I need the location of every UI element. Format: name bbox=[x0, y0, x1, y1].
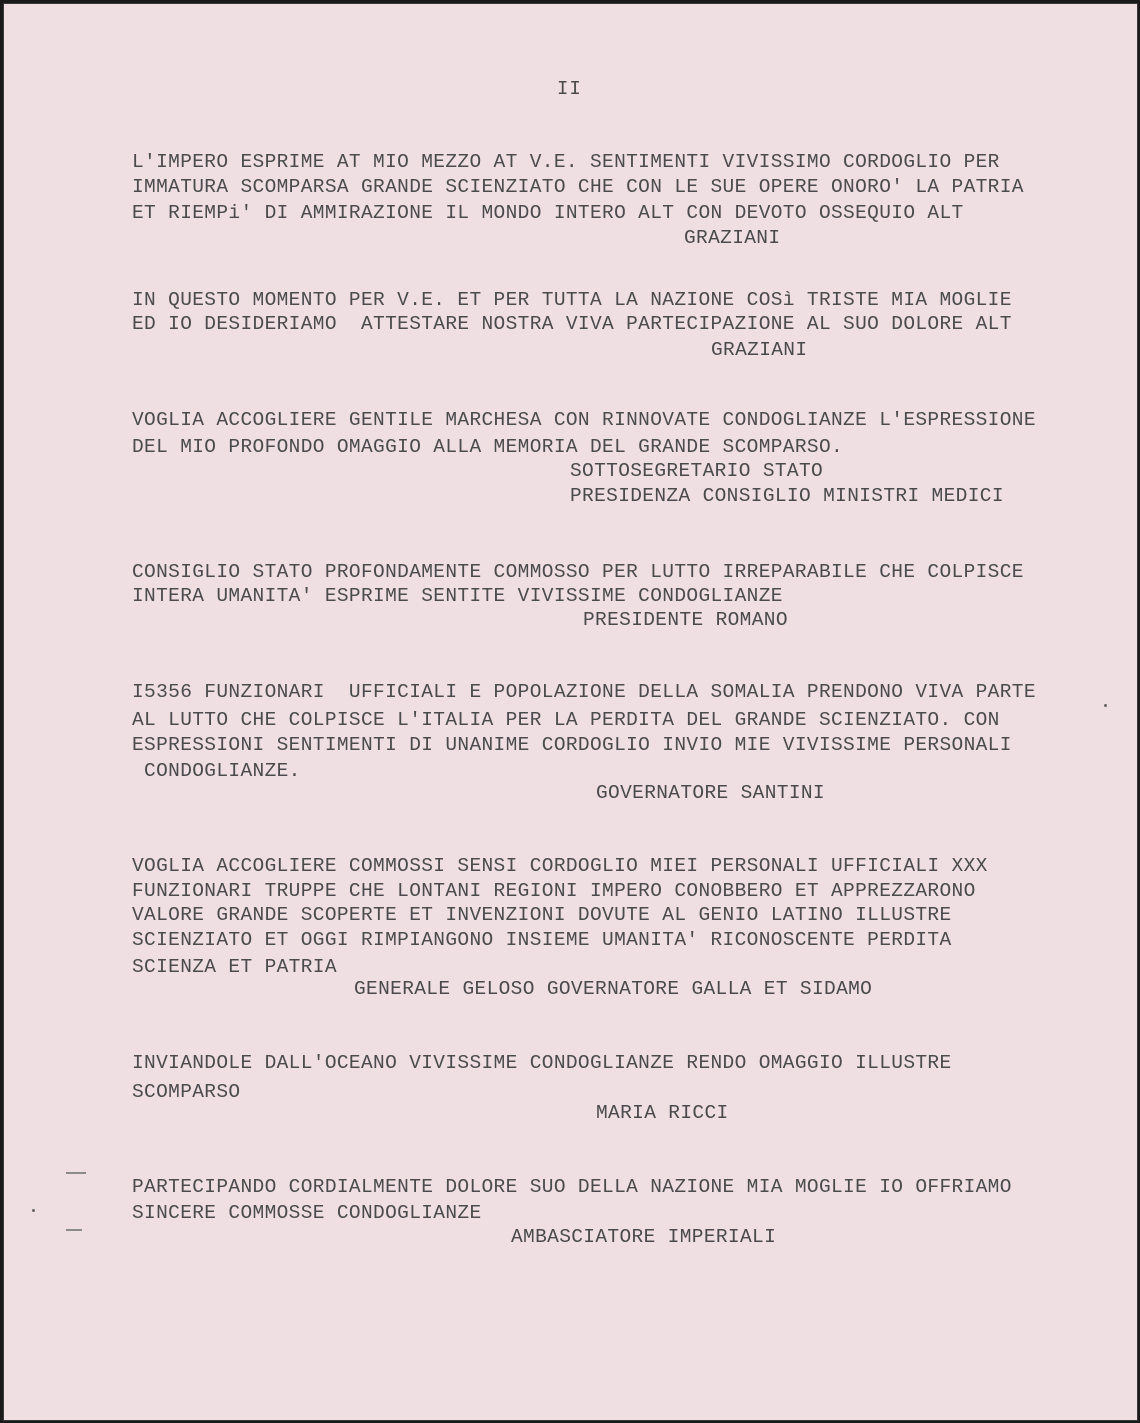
message-8-signature: AMBASCIATORE IMPERIALI bbox=[511, 1226, 777, 1248]
message-2-line-1: IN QUESTO MOMENTO PER V.E. ET PER TUTTA LA NAZIONE COSì TRISTE MIA MOGLIE bbox=[132, 289, 1012, 311]
message-5-line-2: AL LUTTO CHE COLPISCE L'ITALIA PER LA PERDITA DEL GRANDE SCIENZIATO. CON bbox=[132, 709, 1000, 731]
message-6-signature: GENERALE GELOSO GOVERNATORE GALLA ET SIDAMO bbox=[354, 978, 873, 1000]
page-number: II bbox=[557, 78, 582, 100]
message-5-line-3: ESPRESSIONI SENTIMENTI DI UNANIME CORDOGLIO INVIO MIE VIVISSIME PERSONALI bbox=[132, 734, 1012, 756]
message-6-line-1: VOGLIA ACCOGLIERE COMMOSSI SENSI CORDOGLIO MIEI PERSONALI UFFICIALI XXX bbox=[132, 855, 988, 877]
message-5-line-4: CONDOGLIANZE. bbox=[132, 760, 301, 782]
message-1-line-2: IMMATURA SCOMPARSA GRANDE SCIENZIATO CHE CON LE SUE OPERE ONORO' LA PATRIA bbox=[132, 176, 1024, 198]
document-page bbox=[3, 3, 1138, 1421]
message-4-line-1: CONSIGLIO STATO PROFONDAMENTE COMMOSSO PER LUTTO IRREPARABILE CHE COLPISCE bbox=[132, 561, 1024, 583]
message-4-signature: PRESIDENTE ROMANO bbox=[583, 609, 788, 631]
message-3-line-2: DEL MIO PROFONDO OMAGGIO ALLA MEMORIA DEL GRANDE SCOMPARSO. bbox=[132, 436, 844, 458]
message-5-line-1: I5356 FUNZIONARI UFFICIALI E POPOLAZIONE DELLA SOMALIA PRENDONO VIVA PARTE bbox=[132, 681, 1036, 703]
message-6-line-2: FUNZIONARI TRUPPE CHE LONTANI REGIONI IMPERO CONOBBERO ET APPREZZARONO bbox=[132, 880, 976, 902]
message-7-line-2: SCOMPARSO bbox=[132, 1081, 241, 1103]
message-5-signature: GOVERNATORE SANTINI bbox=[596, 782, 825, 804]
ink-speck bbox=[1104, 704, 1107, 707]
message-3-signature-line-2: PRESIDENZA CONSIGLIO MINISTRI MEDICI bbox=[570, 485, 1004, 507]
message-6-line-3: VALORE GRANDE SCOPERTE ET INVENZIONI DOVUTE AL GENIO LATINO ILLUSTRE bbox=[132, 904, 952, 926]
message-3-signature-line-1: SOTTOSEGRETARIO STATO bbox=[570, 460, 824, 482]
message-8-line-2: SINCERE COMMOSSE CONDOGLIANZE bbox=[132, 1202, 482, 1224]
message-4-line-2: INTERA UMANITA' ESPRIME SENTITE VIVISSIME CONDOGLIANZE bbox=[132, 585, 783, 607]
message-8-line-1: PARTECIPANDO CORDIALMENTE DOLORE SUO DELLA NAZIONE MIA MOGLIE IO OFFRIAMO bbox=[132, 1176, 1012, 1198]
margin-mark bbox=[66, 1172, 86, 1174]
message-2-line-2: ED IO DESIDERIAMO ATTESTARE NOSTRA VIVA PARTECIPAZIONE AL SUO DOLORE ALT bbox=[132, 313, 1012, 335]
message-6-line-5: SCIENZA ET PATRIA bbox=[132, 956, 337, 978]
message-1-signature: GRAZIANI bbox=[684, 227, 781, 249]
message-7-signature: MARIA RICCI bbox=[596, 1102, 729, 1124]
message-1-line-1: L'IMPERO ESPRIME AT MIO MEZZO AT V.E. SENTIMENTI VIVISSIMO CORDOGLIO PER bbox=[132, 151, 1000, 173]
message-2-signature: GRAZIANI bbox=[711, 339, 808, 361]
ink-speck bbox=[32, 1209, 35, 1212]
message-3-line-1: VOGLIA ACCOGLIERE GENTILE MARCHESA CON RINNOVATE CONDOGLIANZE L'ESPRESSIONE bbox=[132, 409, 1036, 431]
margin-mark bbox=[66, 1229, 82, 1231]
message-6-line-4: SCIENZIATO ET OGGI RIMPIANGONO INSIEME UMANITA' RICONOSCENTE PERDITA bbox=[132, 929, 952, 951]
message-7-line-1: INVIANDOLE DALL'OCEANO VIVISSIME CONDOGLIANZE RENDO OMAGGIO ILLUSTRE bbox=[132, 1052, 952, 1074]
message-1-line-3: ET RIEMPi' DI AMMIRAZIONE IL MONDO INTERO ALT CON DEVOTO OSSEQUIO ALT bbox=[132, 202, 964, 224]
